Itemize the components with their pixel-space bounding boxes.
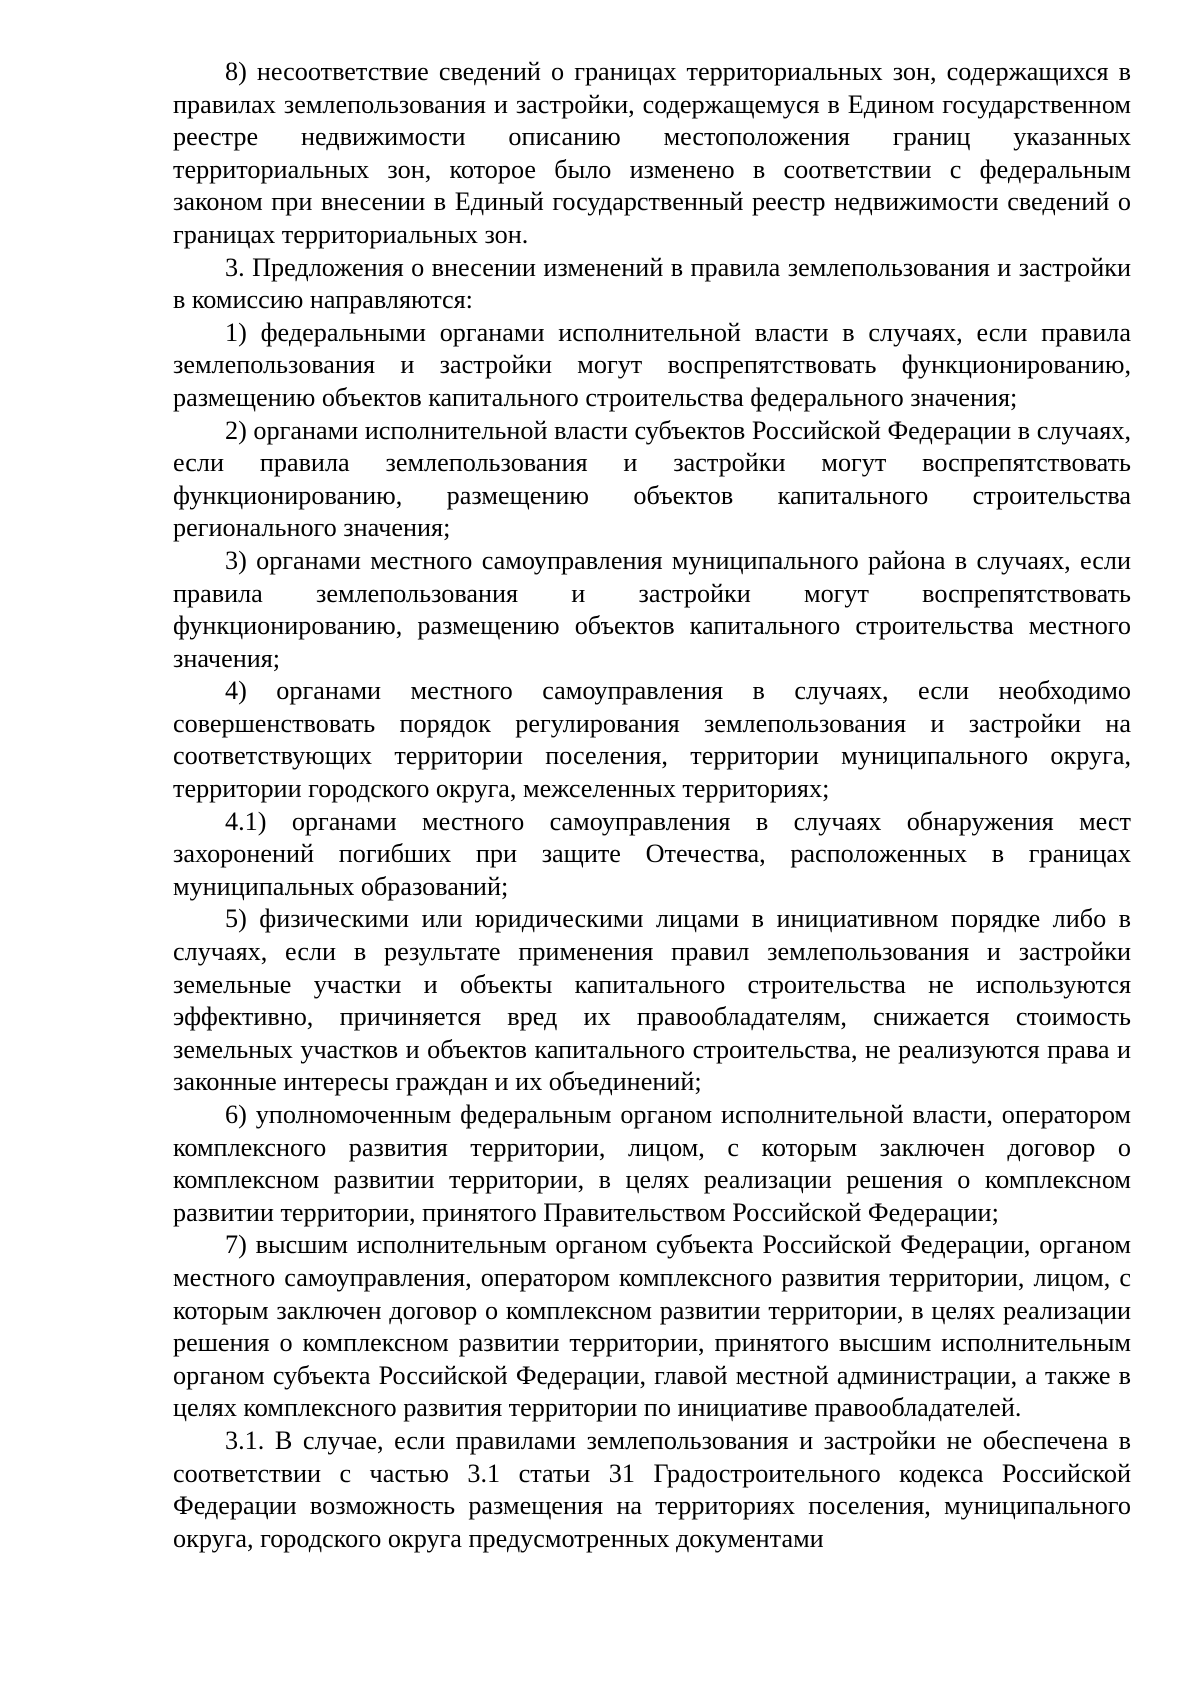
paragraph-item-5: 5) физическими или юридическими лицами в инициативном порядке либо в случаях, если в результате применения правил землепользования и застройки земельные участки и объекты капитального строительства не используются эффективно, причиняется вред их правообладателям, снижается стоимость земельных участков и объектов капитального строительства, не реализуются права и законные интересы граждан и их объединений; bbox=[173, 904, 1131, 1097]
paragraph-item-8: 8) несоответствие сведений о границах территориальных зон, содержащихся в правилах землепользования и застройки, содержащемуся в Едином государственном реестре недвижимости описанию местоположения границ указанных территориальных зон, которое было изменено в соответствии с федеральным законом при внесении в Единый государственный реестр недвижимости сведений о границах территориальных зон. bbox=[173, 57, 1131, 249]
paragraph-item-7: 7) высшим исполнительным органом субъекта Российской Федерации, органом местного самоуправления, оператором комплексного развития территории, лицом, с которым заключен договор о комплексном развитии территории, в целях реализации решения о комплексном развитии территории, принятого высшим исполнительным органом субъекта Российской Федерации, главой местной администрации, а также в целях комплексного развития территории по инициативе правообладателей. bbox=[173, 1230, 1131, 1423]
document-page bbox=[173, 56, 1131, 1555]
paragraph-item-2: 2) органами исполнительной власти субъектов Российской Федерации в случаях, если правила землепользования и застройки могут воспрепятствовать функционированию, размещению объектов капитального строительства регионального значения; bbox=[173, 415, 1131, 543]
paragraph-item-6: 6) уполномоченным федеральным органом исполнительной власти, оператором комплексного развития территории, лицом, с которым заключен договор о комплексном развитии территории, в целях реализации решения о комплексном развитии территории, принятого Правительством Российской Федерации; bbox=[173, 1100, 1131, 1227]
paragraph-item-4-1: 4.1) органами местного самоуправления в случаях обнаружения мест захоронений погибших при защите Отечества, расположенных в границах муниципальных образований; bbox=[173, 806, 1131, 901]
paragraph-section-3-1: 3.1. В случае, если правилами землепользования и застройки не обеспечена в соответствии с частью 3.1 статьи 31 Градостроительного кодекса Российской Федерации возможность размещения на территориях поселения, муниципального округа, городского округа предусмотренных документами bbox=[173, 1425, 1131, 1553]
paragraph-section-3: 3. Предложения о внесении изменений в правила землепользования и застройки в комиссию направляются: bbox=[173, 252, 1131, 315]
paragraph-item-1: 1) федеральными органами исполнительной власти в случаях, если правила землепользования и застройки могут воспрепятствовать функционированию, размещению объектов капитального строительства федерального значения; bbox=[173, 317, 1131, 412]
paragraph-item-4: 4) органами местного самоуправления в случаях, если необходимо совершенствовать порядок регулирования землепользования и застройки на соответствующих территории поселения, территории муниципального округа, территории городского округа, межселенных территориях; bbox=[173, 676, 1131, 804]
paragraph-item-3: 3) органами местного самоуправления муниципального района в случаях, если правила землепользования и застройки могут воспрепятствовать функционированию, размещению объектов капитального строительства местного значения; bbox=[173, 545, 1131, 673]
